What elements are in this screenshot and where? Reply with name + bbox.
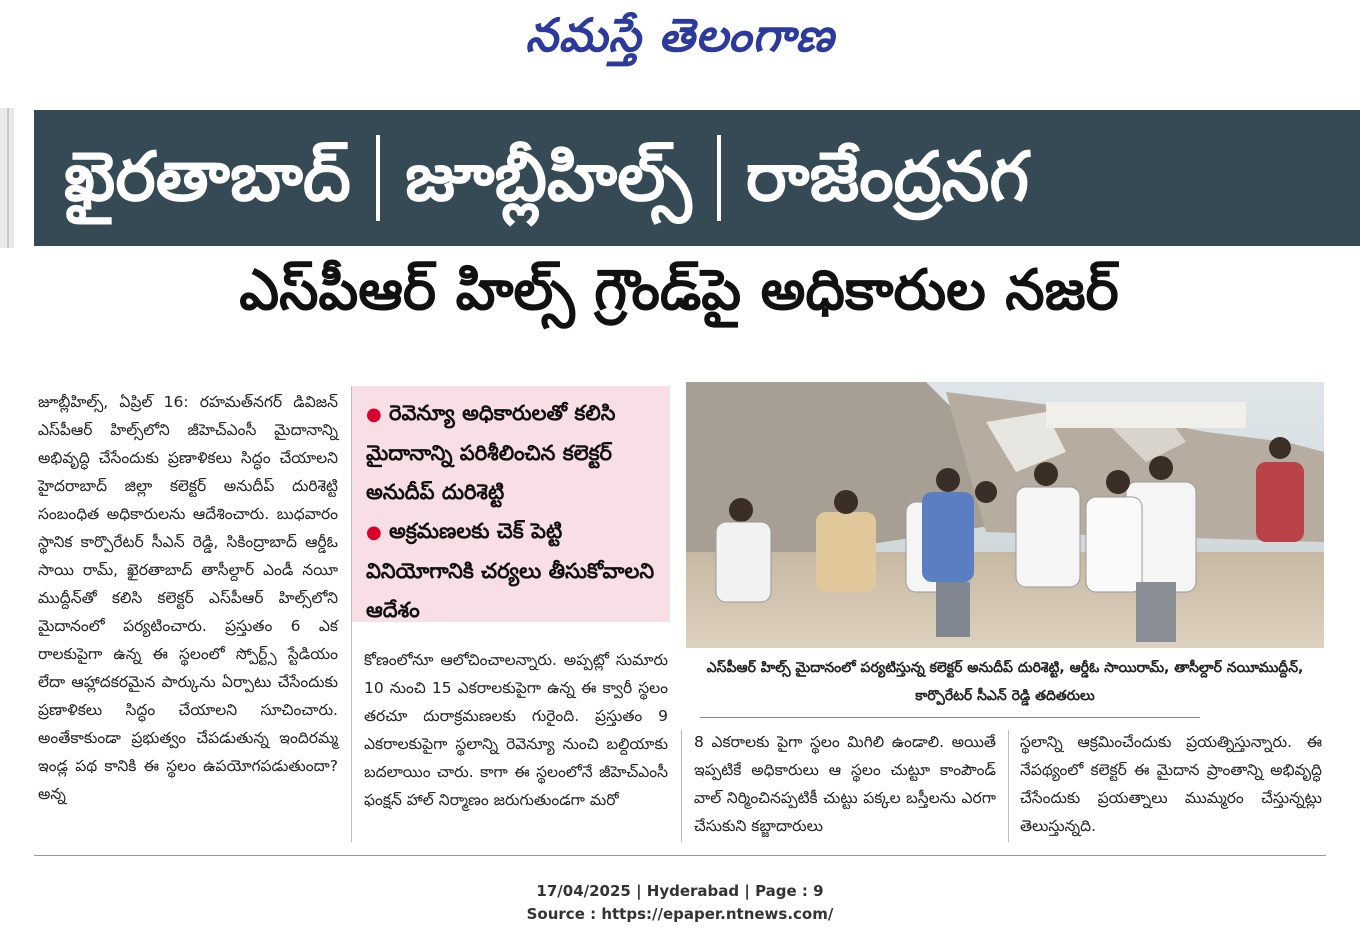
page-footer	[0, 880, 1360, 926]
page-edge-line	[7, 108, 9, 248]
photo-caption: ఎస్‌పీఆర్ హిల్స్ మైదానంలో పర్యటిస్తున్న కలెక్టర్ అనుదీప్ దురిశెట్టి, ఆర్డీఓ సాయిరామ్, తాసీల్దార్ నయీముద్దీన్, కార్పొరేటర్ సీఎన్ రెడ్డి తదితరులు	[706, 660, 1304, 704]
banner-area-3: రాజేంద్రనగ	[745, 138, 1030, 217]
banner-area-2: జూబ్లీహిల్స్	[405, 138, 692, 217]
article-column-2: కోణంలోనూ ఆలోచించాలన్నారు. అప్పట్లో సుమారు 10 నుంచి 15 ఎకరాలకుపైగా ఉన్న ఈ క్వారీ స్థలం తరచూ దురాక్రమణలకు గురైంది. ప్రస్తుతం 9 ఎకరాలకుపైగా స్థలాన్ని రెవెన్యూ నుంచి బల్దియాకు బదలాయిం చారు. కాగా ఈ స్థలంలోనే జీహెచ్‌ఎంసీ ఫంక్షన్ హాల్ నిర్మాణం జరుగుతుండగా మరో	[364, 651, 668, 809]
footer-dateline: 17/04/2025 | Hyderabad | Page : 9	[536, 882, 824, 900]
article-column-3: 8 ఎకరాలకు పైగా స్థలం మిగిలి ఉండాలి. అయితే ఇప్పటికే అధికారులు ఆ స్థలం చుట్టూ కాంపౌండ్ వాల్ నిర్మించినప్పటికీ చుట్టు పక్కల బస్తీలను ఎరగా చేసుకుని కబ్జాదారులు	[694, 733, 996, 835]
pull-quote-text-2: అక్రమణలకు చెక్ పెట్టి వినియోగానికి చర్యలు తీసుకోవాలని ఆదేశం	[366, 519, 655, 622]
article-column-1: జూబ్లీహిల్స్, ఏప్రిల్ 16: రహమత్‌నగర్ డివిజన్ ఎస్‌పీఆర్ హిల్స్‌లోని జీహెచ్‌ఎంసీ మైదానాన్ని అభివృద్ధి చేసేందుకు ప్రణాళికలు సిద్ధం చేయాలని హైదరాబాద్ జిల్లా కలెక్టర్ అనుదీప్ దురిశెట్టి సంబంధిత అధికారులను ఆదేశించారు. బుధవారం స్థానిక కార్పొరేటర్ సీఎన్ రెడ్డి, సికింద్రాబాద్ ఆర్డీఓ సాయి రామ్, ఖైరతాబాద్ తాసీల్దార్ ఎండీ నయీ ముద్దీన్‌తో కలిసి కలెక్టర్ ఎస్‌పీఆర్ హిల్స్‌లోని మైదానంలో పర్యటించారు. ప్రస్తుతం 6 ఎక రాలకుపైగా ఉన్న ఈ స్థలంలో స్పోర్ట్స్ స్టేడియం లేదా ఆహ్లాదకరమైన పార్కును ఏర్పాటు చేసేందుకు ప్రణాళికలు సిద్ధం చేయాలని సూచించారు. అంతేకాకుండా ప్రభుత్వం చేపడుతున్న ఇందిరమ్మ ఇండ్ల పథ కానికి ఈ స్థలం ఉపయోగపడుతుందా? అన్న	[38, 393, 338, 803]
column-divider-2	[681, 730, 682, 842]
news-photo	[686, 382, 1324, 648]
pull-quote-text-1: రెవెన్యూ అధికారులతో కలిసి మైదానాన్ని పరిశీలించిన కలెక్టర్ అనుదీప్ దురిశెట్టి	[366, 401, 616, 504]
pull-quote-bullet-2	[352, 512, 670, 630]
pull-quote-bullet-1	[352, 386, 670, 512]
banner-separator-2	[717, 135, 721, 221]
pull-quote-box	[352, 386, 670, 622]
column-divider-3	[1008, 730, 1009, 842]
photo-illustration	[686, 382, 1324, 648]
banner-area-1: ఖైరతాబాద్	[64, 138, 351, 217]
bottom-rule	[34, 855, 1326, 856]
article-headline: ఎస్‌పీఆర్ హిల్స్ గ్రౌండ్‌పై అధికారుల నజర్	[239, 258, 1119, 323]
banner-separator-1	[376, 135, 380, 221]
article-column-4: స్థలాన్ని ఆక్రమించేందుకు ప్రయత్నిస్తున్నారు. ఈ నేపథ్యంలో కలెక్టర్ ఈ మైదాన ప్రాంతాన్ని అభివృద్ధి చేసేందుకు ప్రయత్నాలు ముమ్మరం చేస్తున్నట్లు తెలుస్తున్నది.	[1020, 733, 1322, 835]
bullet-dot-icon: ●	[366, 522, 382, 543]
section-banner	[34, 110, 1360, 246]
newspaper-masthead: నమస్తే తెలంగాణ	[525, 8, 835, 62]
bullet-dot-icon: ●	[366, 404, 382, 425]
caption-rule	[700, 717, 1200, 718]
footer-source-link[interactable]: Source : https://epaper.ntnews.com/	[526, 905, 834, 923]
